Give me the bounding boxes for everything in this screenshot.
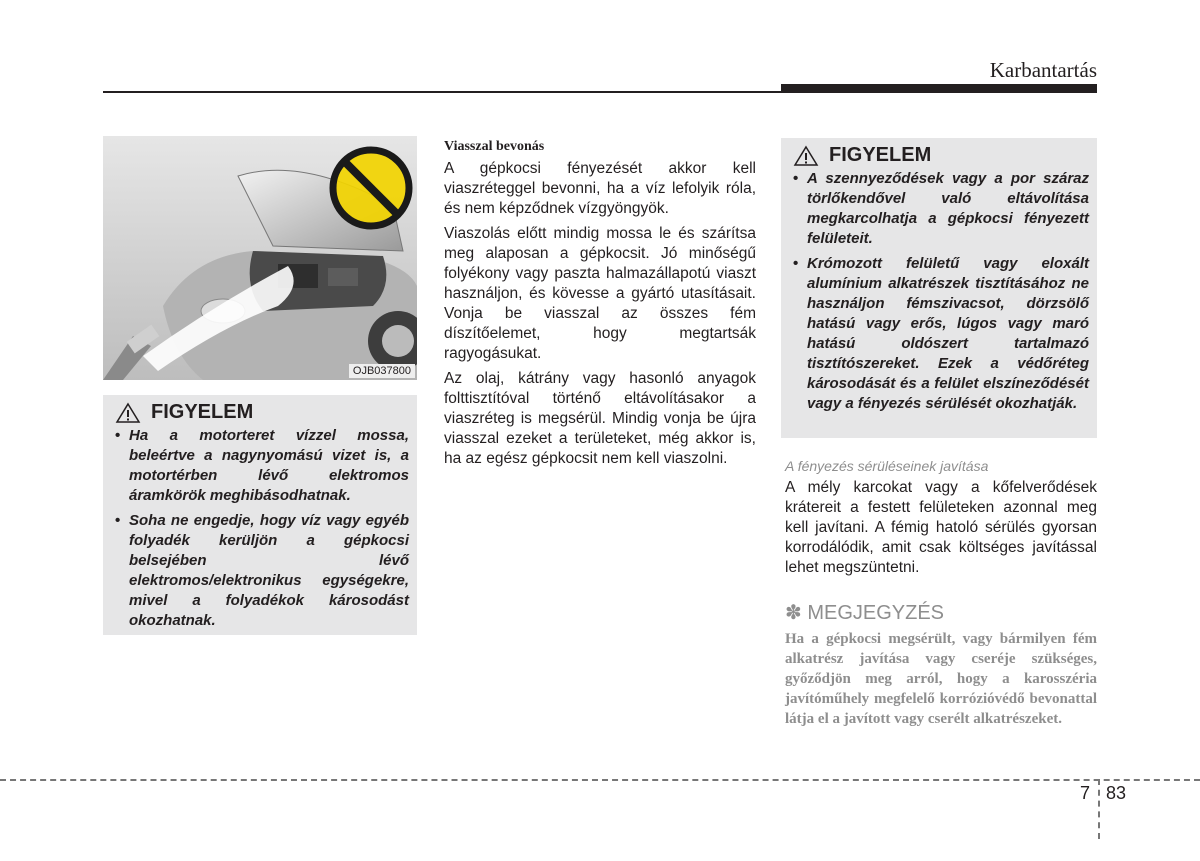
footer-divider (0, 779, 1200, 781)
warning-item: • A szennyeződések vagy a por száraz törlőkendővel való eltávolítása megkarcolhatja a gépkocsi fényezett felületeit. (791, 169, 1089, 249)
engine-wash-photo (103, 136, 417, 380)
paragraph: A gépkocsi fényezését akkor kell viaszréteggel bevonni, ha a víz lefolyik róla, és nem képződnek vízgyöngyök. (444, 160, 756, 217)
car-illustration (103, 136, 417, 380)
header-rule (103, 91, 783, 93)
warning-box-engine-wash (103, 395, 417, 635)
chapter-number: 7 (1080, 783, 1091, 803)
warning-triangle-icon (793, 145, 819, 167)
section-heading: Viasszal bevonás (444, 139, 545, 154)
footer-page-divider (1098, 779, 1100, 839)
photo-caption: OJB037800 (349, 364, 415, 378)
paragraph: A mély karcokat vagy a kőfelverődések krátereit a festett felületeken azonnal meg kell javítani. A fémig hatoló sérülés gyorsan korrodálódik, amit csak költséges javítással lehet megszüntetni. (785, 479, 1097, 576)
paragraph: Viaszolás előtt mindig mossa le és szárítsa meg alaposan a gépkocsit. Jó minőségű folyékony vagy paszta halmazállapotú viaszt használjon, és kövesse a gyártó utasításait. Vonja be viasszal az összes fém díszítőelemet, hogy megtartsák ragyogásukat. (444, 225, 756, 362)
section-subheading: A fényezés sérüléseinek javítása (785, 458, 989, 474)
warning-triangle-icon (115, 402, 141, 424)
page-number: 83 (1106, 783, 1127, 803)
waxing-section (444, 139, 756, 474)
paragraph: Az olaj, kátrány vagy hasonló anyagok folttisztítóval történő eltávolításakor a viaszréteg is megsérül. Mindig vonja be újra viasszal ezeket a területeket, még akkor is, ha az egész gépkocsit nem kell viaszolni. (444, 370, 756, 467)
warning-title: FIGYELEM (151, 401, 254, 423)
header-rule-thick (781, 84, 1097, 93)
warning-item: • Soha ne engedje, hogy víz vagy egyéb folyadék kerüljön a gépkocsi belsejében lévő elektromos/elektronikus egységekre, mivel a folyadékok károsodást okozhatnak. (113, 511, 409, 631)
page-header-title: Karbantartás (989, 58, 1097, 82)
note-body: Ha a gépkocsi megsérült, vagy bármilyen fém alkatrész javítása vagy cseréje szükséges, győződjön meg arról, hogy a karosszéria javítóműhely megfelelő korrózióvédő bevonattal látja el a javított vagy cserélt alkatrészeket. (785, 631, 1097, 727)
note-title: ✽ MEGJEGYZÉS (785, 602, 945, 624)
warning-item: • Krómozott felületű vagy eloxált alumínium alkatrészek tisztításához ne használjon fémszivacsot, dörzsölő hatású vagy erős, lúgos vagy maró hatású oldószert tartalmazó tisztítószereket. Ezek a védőréteg károsodását és a felület elszíneződését vagy a fényezés sérülését okozhatják. (791, 254, 1089, 414)
paint-repair-section (785, 458, 1097, 729)
warning-box-cleaning (781, 138, 1097, 438)
warning-item: • Ha a motorteret vízzel mossa, beleértve a nagynyomású vizet is, a motortérben lévő elektromos áramkörök meghibásodhatnak. (113, 426, 409, 506)
warning-title: FIGYELEM (829, 144, 932, 166)
